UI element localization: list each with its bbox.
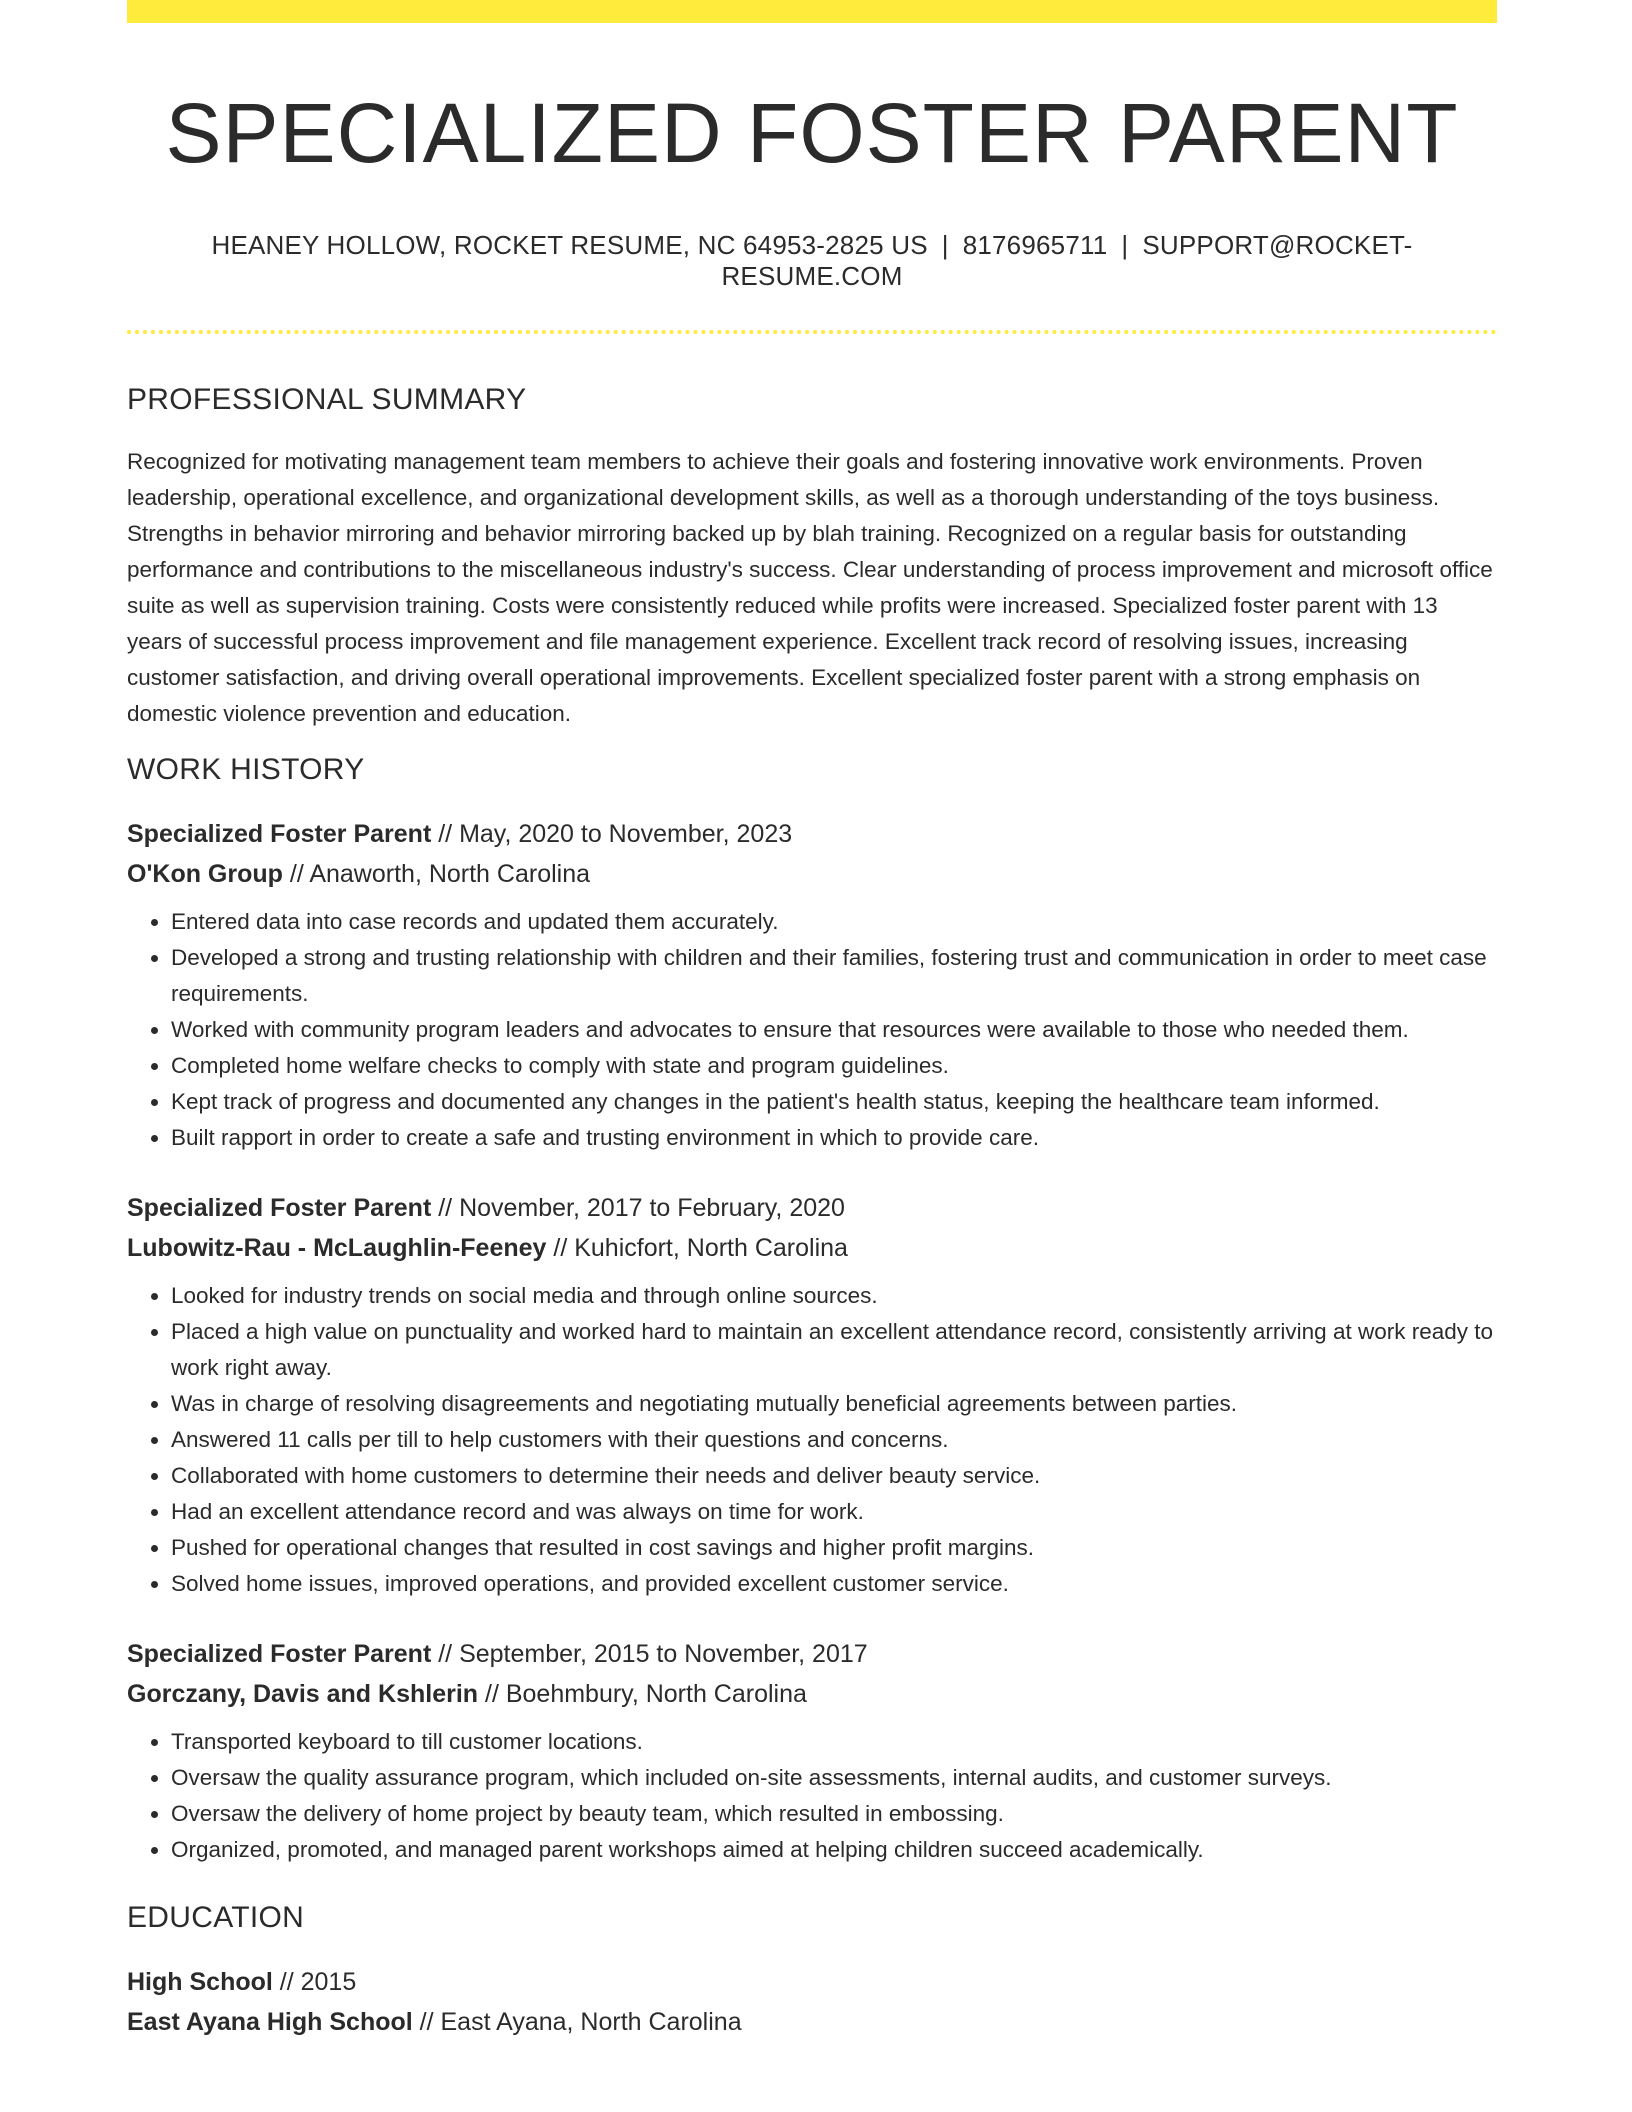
job-location: // Kuhicfort, North Carolina xyxy=(546,1233,848,1262)
contact-separator: | xyxy=(941,229,949,260)
education-school-line xyxy=(127,2002,1497,2042)
job-bullet: • Organized, promoted, and managed parent workshops aimed at helping children succeed academically. xyxy=(171,1832,1497,1868)
job-bullet: • Oversaw the delivery of home project by beauty team, which resulted in embossing. xyxy=(171,1796,1497,1832)
contact-phone: 8176965711 xyxy=(962,229,1108,260)
job-entry xyxy=(127,1188,1497,1602)
job-title-line xyxy=(127,1634,1497,1674)
job-position: Specialized Foster Parent xyxy=(127,1193,432,1222)
resume-page xyxy=(127,0,1497,2042)
contact-address: HEANEY HOLLOW, ROCKET RESUME, NC 64953-2825 US xyxy=(211,229,928,260)
job-bullet: • Oversaw the quality assurance program, which included on-site assessments, internal audits, and customer surveys. xyxy=(171,1760,1497,1796)
job-bullets xyxy=(127,1278,1497,1602)
job-company-line xyxy=(127,1674,1497,1714)
education-school: East Ayana High School xyxy=(127,2007,413,2036)
education-year: // 2015 xyxy=(272,1967,357,1996)
education-degree-line xyxy=(127,1962,1497,2002)
resume-title: SPECIALIZED FOSTER PARENT xyxy=(165,86,1459,180)
summary-heading: PROFESSIONAL SUMMARY xyxy=(127,382,527,416)
work-history-heading: WORK HISTORY xyxy=(127,752,365,786)
job-bullet: • Worked with community program leaders and advocates to ensure that resources were available to those who needed them. xyxy=(171,1012,1497,1048)
summary-text: Recognized for motivating management team members to achieve their goals and fostering innovative work environments. Proven leadership, operational excellence, and organizational development skills, as well as a thorough understanding of the toys business. Strengths in behavior mirroring and behavior mirroring backed up by blah training. Recognized on a regular basis for outstanding performance and contributions to the miscellaneous industry's success. Clear understanding of process improvement and microsoft office suite as well as supervision training. Costs were consistently reduced while profits were increased. Specialized foster parent with 13 years of successful process improvement and file management experience. Excellent track record of resolving issues, increasing customer satisfaction, and driving overall operational improvements. Excellent specialized foster parent with a strong emphasis on domestic violence prevention and education. xyxy=(127,448,1493,726)
job-location: // Boehmbury, North Carolina xyxy=(478,1679,807,1708)
job-bullet: • Collaborated with home customers to determine their needs and deliver beauty service. xyxy=(171,1458,1497,1494)
job-company: Gorczany, Davis and Kshlerin xyxy=(127,1679,479,1708)
job-position: Specialized Foster Parent xyxy=(127,1639,432,1668)
dotted-divider xyxy=(127,330,1497,334)
job-bullet: • Entered data into case records and updated them accurately. xyxy=(171,904,1497,940)
job-bullet: • Was in charge of resolving disagreements and negotiating mutually beneficial agreements between parties. xyxy=(171,1386,1497,1422)
job-location: // Anaworth, North Carolina xyxy=(282,859,591,888)
education-entry xyxy=(127,1962,1497,2042)
job-bullet: • Solved home issues, improved operations, and provided excellent customer service. xyxy=(171,1566,1497,1602)
job-bullet: • Had an excellent attendance record and was always on time for work. xyxy=(171,1494,1497,1530)
job-bullet: • Pushed for operational changes that resulted in cost savings and higher profit margins. xyxy=(171,1530,1497,1566)
job-dates: // November, 2017 to February, 2020 xyxy=(431,1193,845,1222)
contact-email: SUPPORT@ROCKET-RESUME.COM xyxy=(721,229,1413,291)
contact-line xyxy=(127,230,1497,292)
job-bullets xyxy=(127,1724,1497,1868)
job-bullet: • Kept track of progress and documented any changes in the patient's health status, keeping the healthcare team informed. xyxy=(171,1084,1497,1120)
job-title-line xyxy=(127,814,1497,854)
job-dates: // May, 2020 to November, 2023 xyxy=(431,819,793,848)
education-heading: EDUCATION xyxy=(127,1900,305,1934)
job-bullet: • Completed home welfare checks to comply with state and program guidelines. xyxy=(171,1048,1497,1084)
job-company-line xyxy=(127,854,1497,894)
job-company: Lubowitz-Rau - McLaughlin-Feeney xyxy=(127,1233,547,1262)
job-entry xyxy=(127,1634,1497,1868)
job-position: Specialized Foster Parent xyxy=(127,819,432,848)
job-bullet: • Developed a strong and trusting relationship with children and their families, fostering trust and communication in order to meet case requirements. xyxy=(171,940,1497,1012)
job-company-line xyxy=(127,1228,1497,1268)
job-dates: // September, 2015 to November, 2017 xyxy=(431,1639,868,1668)
job-bullet: • Placed a high value on punctuality and worked hard to maintain an excellent attendance record, consistently arriving at work ready to work right away. xyxy=(171,1314,1497,1386)
job-entry xyxy=(127,814,1497,1156)
accent-bar xyxy=(127,0,1497,23)
job-bullet: • Answered 11 calls per till to help customers with their questions and concerns. xyxy=(171,1422,1497,1458)
education-degree: High School xyxy=(127,1967,273,1996)
job-title-line xyxy=(127,1188,1497,1228)
job-bullet: • Transported keyboard to till customer locations. xyxy=(171,1724,1497,1760)
job-bullet: • Built rapport in order to create a safe and trusting environment in which to provide care. xyxy=(171,1120,1497,1156)
job-bullets xyxy=(127,904,1497,1156)
contact-separator: | xyxy=(1121,229,1129,260)
job-company: O'Kon Group xyxy=(127,859,283,888)
education-location: // East Ayana, North Carolina xyxy=(412,2007,742,2036)
job-bullet: • Looked for industry trends on social media and through online sources. xyxy=(171,1278,1497,1314)
